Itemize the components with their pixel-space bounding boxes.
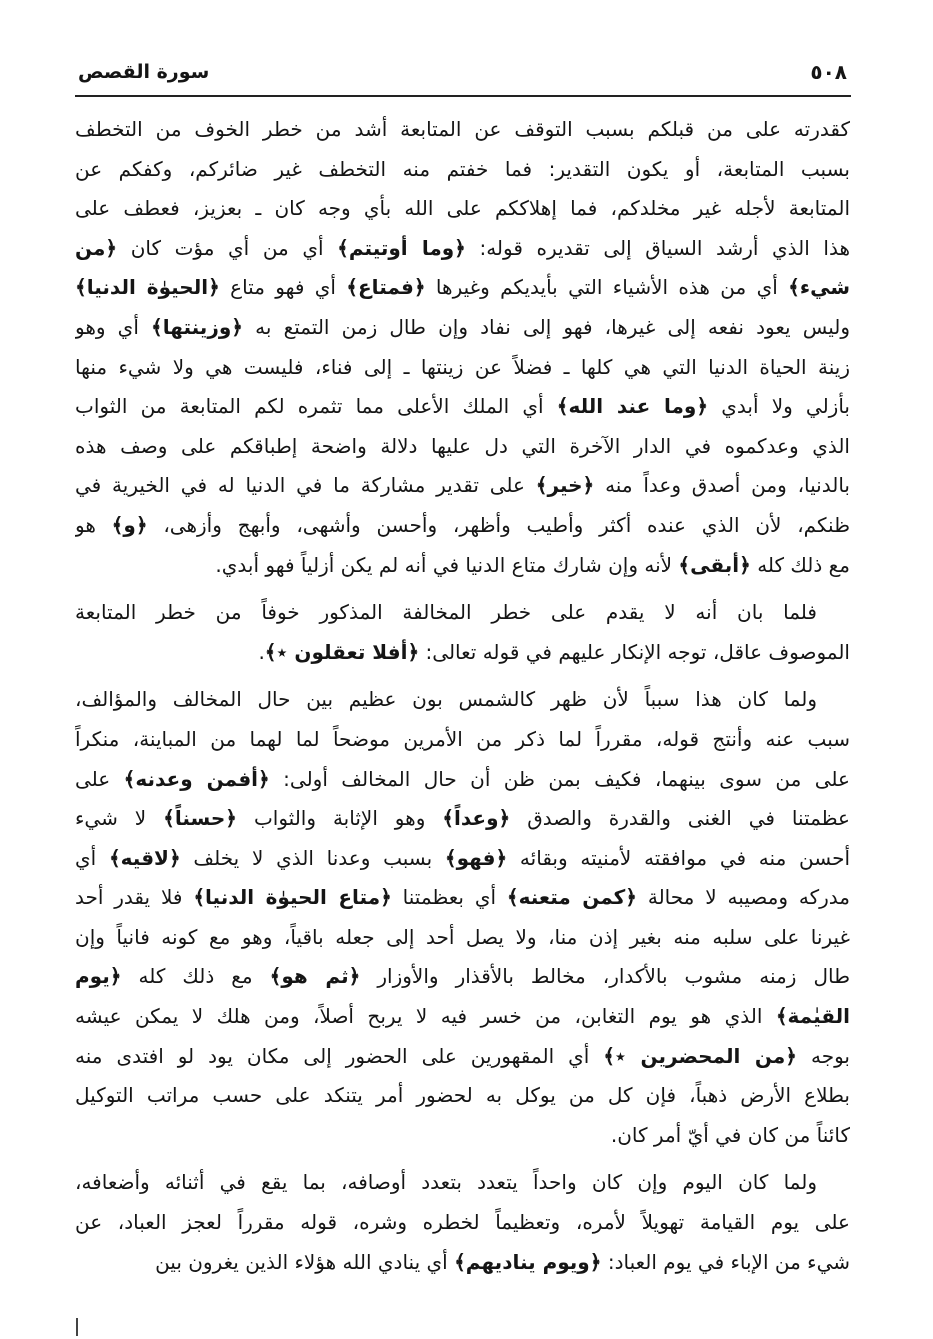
text-line [75, 387, 850, 427]
text-line [75, 150, 850, 190]
paragraph [75, 680, 850, 1155]
commentary-text: أي الملك الأعلى مما تثمره لكم المتابعة من الثواب [75, 394, 557, 419]
quran-quote: ﴿متاع الحيوٰة الدنيا﴾ [193, 885, 392, 910]
paragraph [75, 593, 850, 672]
commentary-text: ولما كان هذا سبباً لأن ظهر كالشمس بون عظيم بين حال المخالف والمؤالف، [75, 687, 817, 712]
text-line [75, 720, 850, 760]
commentary-text: مع ذلك كله [750, 552, 850, 577]
text-line [75, 348, 850, 388]
text-line [75, 593, 850, 633]
quran-quote: ﴿يوم [75, 964, 122, 989]
quran-quote: شيء﴾ [788, 275, 850, 300]
text-line [75, 1116, 850, 1156]
quran-quote: ﴿فمتاع﴾ [346, 275, 426, 300]
quran-quote: ﴿لاقيه﴾ [108, 845, 181, 870]
text-line [75, 1163, 850, 1203]
commentary-text: وهو الإثابة والثواب [237, 806, 443, 831]
commentary-text: لأنه وإن شارك متاع الدنيا في أنه لم يكن أزلياً فهو أبدي. [215, 552, 679, 577]
quran-quote: ﴿وزينتها﴾ [151, 314, 243, 339]
text-line [75, 427, 850, 467]
commentary-text: أي [75, 845, 109, 870]
commentary-text: أي المقهورين على الحضور إلى مكان يود لو افتدى منه [75, 1043, 604, 1068]
commentary-text: أي من هذه الأشياء التي بأيديكم وغيرها [425, 275, 789, 300]
text-line [75, 839, 850, 879]
text-line [75, 229, 850, 269]
commentary-text: بأزلي ولا أبدي [708, 394, 850, 419]
text-line [75, 997, 850, 1037]
text-line [75, 633, 850, 673]
commentary-text: كائناً من كان في أيّ أمر كان. [610, 1122, 850, 1147]
text-line [75, 189, 850, 229]
quran-quote: ﴿من [75, 235, 118, 260]
commentary-text: أحسن منه في موافقته لأمنيته وبقائه [507, 845, 850, 870]
quran-quote: ﴿فهو﴾ [444, 845, 508, 870]
text-line [75, 878, 850, 918]
commentary-text: الذي وعدكموه في الدار الآخرة التي دل عليها دلالة واضحة إطباقكم على وصف هذه [75, 433, 850, 458]
quran-quote: ﴿وما أوتيتم﴾ [337, 235, 466, 260]
commentary-text: أي من أي مؤت كان [117, 235, 338, 260]
commentary-text: الذي هو يوم التغابن، من خسر فيه لا يربح أصلاً، ومن هلك لا يمكن عيشه [75, 1004, 776, 1029]
text-line [75, 760, 850, 800]
quran-quote: ﴿من المحضرين ٭﴾ [603, 1043, 798, 1068]
quran-quote: ﴿و﴾ [111, 512, 148, 537]
commentary-text: هذا الذي أرشد السياق إلى تقديره قوله: [465, 235, 850, 260]
commentary-text: . [258, 639, 265, 664]
commentary-text: على يوم القيامة تهويلاً لأمره، وتعظيماً لخطره وشره، قوله مقرراً لعجز العباد، عن [75, 1210, 850, 1235]
commentary-text: على تقدير مشاركة ما في الدنيا له في الخيرية في [75, 473, 536, 498]
quran-quote: ﴿وما عند الله﴾ [556, 394, 709, 419]
commentary-text: شيء من الإباء في يوم العباد: [601, 1249, 850, 1274]
text-line [75, 799, 850, 839]
commentary-text: مع ذلك كله [121, 964, 270, 989]
quran-quote: ﴿حسناً﴾ [163, 806, 238, 831]
quran-quote: ﴿الحيوٰة الدنيا﴾ [75, 275, 220, 300]
quran-quote: ﴿ويوم يناديهم﴾ [454, 1249, 602, 1274]
text-line [75, 1037, 850, 1077]
text-line [75, 466, 850, 506]
commentary-text: المتابعة لأجله غير مخلدكم، فما إهلاككم على الله بأي وجه كان ـ بعزيز، فعطف على [75, 196, 850, 221]
running-header-surah-title: سورة القصص [78, 61, 210, 83]
commentary-text: أي وهو [75, 314, 152, 339]
commentary-text: مدركه ومصيبه لا محالة [637, 885, 850, 910]
page-number: ٥٠٨ [810, 60, 847, 84]
commentary-text: بسبب وعدنا الذي لا يخلف [180, 845, 445, 870]
commentary-text: أي فهو متاع [219, 275, 347, 300]
commentary-text: غيرنا على سلبه منه بغير إذن منا، ولا يصل أحد إلى جعله باقياً، وهو مع كونه فانياً وإن [75, 924, 850, 949]
commentary-text: ظنكم، لأن الذي عنده أكثر وأطيب وأظهر، وأحسن وأشهى، وأبهج وأزهى، [147, 512, 850, 537]
quran-quote: ﴿وعداً﴾ [442, 806, 511, 831]
commentary-text: فلا يقدر أحد [75, 885, 194, 910]
text-line [75, 110, 850, 150]
commentary-text: الموصوف عاقل، توجه الإنكار عليهم في قوله تعالى: [419, 639, 850, 664]
commentary-text: طال زمنه مشوب بالأكدار، مخالط بالأقذار والأوزار [360, 964, 850, 989]
commentary-text: بطلاع الأرض ذهباً، فإن كل من يوكل به لحضور أمر يتنكد على حسب مراتب التوكيل [75, 1083, 850, 1108]
commentary-text: بالدنيا، ومن أصدق وعداً منه [594, 473, 850, 498]
commentary-text: على من سوى بينهما، فكيف بمن ظن أن حال المخالف أولى: [269, 766, 850, 791]
text-line [75, 308, 850, 348]
commentary-text: لا شيء [75, 806, 164, 831]
scan-mark [76, 1318, 78, 1336]
commentary-text: فلما بان أنه لا يقدم على خطر المخالفة المذكور خوفاً من خطر المتابعة [75, 600, 817, 625]
commentary-text: كقدرته على من قبلكم بسبب التوقف عن المتابعة أشد من خطر الخوف من التخطف [75, 117, 850, 141]
quran-quote: ﴿أفلا تعقلون ٭﴾ [264, 639, 420, 664]
text-line [75, 268, 850, 308]
paragraph [75, 110, 850, 585]
paragraph [75, 1163, 850, 1282]
commentary-text: وليس يعود نفعه إلى غيرها، فهو إلى نفاد وإن طال زمن التمتع به [242, 314, 850, 339]
commentary-text: هو [75, 512, 112, 537]
commentary-text: أي بعظمتنا [391, 885, 507, 910]
header-rule [75, 95, 851, 97]
text-line [75, 680, 850, 720]
page-body-text [75, 110, 850, 1282]
text-line [75, 546, 850, 586]
text-line [75, 1203, 850, 1243]
commentary-text: ولما كان اليوم وإن كان واحداً يتعدد بتعدد أوصافه، بما يقع في أثنائه وأضعافه، [75, 1170, 817, 1195]
quran-quote: ﴿ثم هو﴾ [269, 964, 361, 989]
commentary-text: بسبب المتابعة، أو يكون التقدير: فما خفتم منه التخطف غير ضائركم، وكفكم عن [75, 156, 850, 181]
text-line [75, 918, 850, 958]
commentary-text: أي ينادي الله هؤلاء الذين يغرون بين [155, 1249, 455, 1274]
text-line [75, 1243, 850, 1283]
quran-quote: القيٰمة﴾ [775, 1004, 850, 1029]
quran-quote: ﴿أفمن وعدنه﴾ [123, 766, 270, 791]
quran-quote: ﴿أبقى﴾ [678, 552, 751, 577]
text-line [75, 957, 850, 997]
text-line [75, 1076, 850, 1116]
quran-quote: ﴿خير﴾ [535, 473, 595, 498]
commentary-text: عظمتنا في الغنى والقدرة والصدق [510, 806, 850, 831]
text-line [75, 506, 850, 546]
commentary-text: سبب عنه وأنتج قوله، مقرراً لما ذكر من الأمرين موضحاً لما لهما من المباينة، منكراً [75, 726, 850, 751]
commentary-text: بوجه [797, 1043, 850, 1068]
commentary-text: زينة الحياة الدنيا التي هي كلها ـ فضلاً عن زينتها ـ إلى فناء، فليست هي ولا شيء منها [75, 354, 850, 379]
commentary-text: على [75, 766, 124, 791]
quran-quote: ﴿كمن متعنه﴾ [506, 885, 637, 910]
